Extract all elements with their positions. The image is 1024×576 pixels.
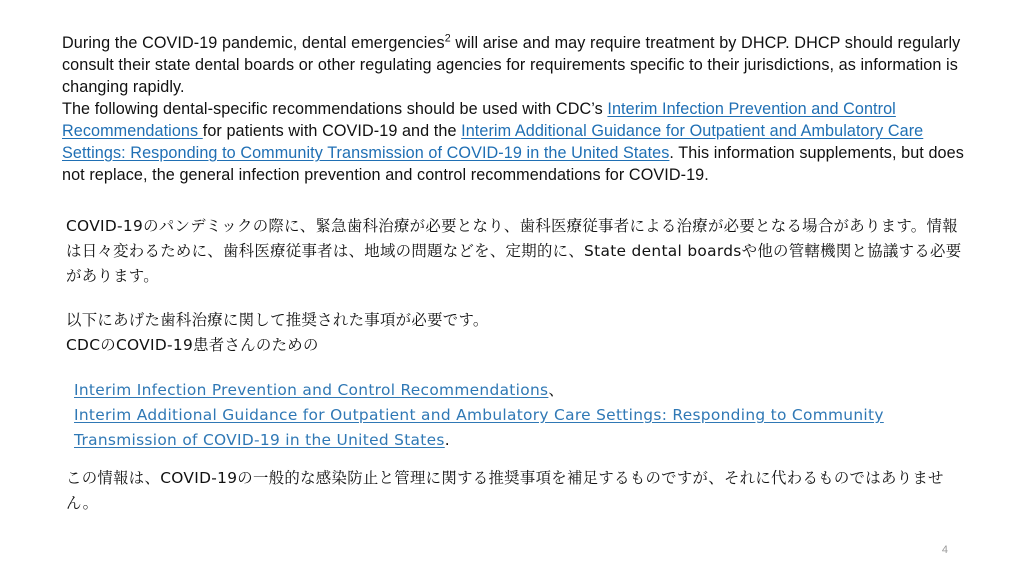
english-text-block bbox=[62, 32, 982, 186]
english-paragraph-1 bbox=[62, 32, 982, 98]
footnote-marker: 2 bbox=[444, 32, 451, 45]
japanese-link-1-suffix: 、 bbox=[548, 381, 565, 399]
japanese-links-block bbox=[66, 378, 966, 453]
japanese-link-2-suffix: . bbox=[444, 430, 450, 449]
japanese-paragraph-2-line-2: CDCのCOVID-19患者さんのための bbox=[66, 335, 319, 354]
japanese-paragraph-1: COVID-19のパンデミックの際に、緊急歯科治療が必要となり、歯科医療従事者による治療が必要となる場合があります。情報は日々変わるために、歯科医療従事者は、地域の問題などを、定期的に、State dental boardsや他の管轄機関と協議する必要があります。 bbox=[66, 217, 962, 285]
english-paragraph-1-part2: will arise and may require treatment by DHCP. DHCP should regularly consult their state dental boards or other regulating agencies for requirements specific to their jurisdictions, as information is changing rapidly. bbox=[62, 34, 961, 97]
japanese-paragraph-2-block bbox=[66, 308, 966, 358]
japanese-link-line-1 bbox=[66, 378, 966, 403]
english-paragraph-1-part1: During the COVID-19 pandemic, dental emergencies bbox=[62, 34, 445, 52]
english-paragraph-2-part3: . This information supplements, but does not replace, the general infection prevention and control recommendations for COVID-19. bbox=[62, 144, 964, 185]
page-number: 4 bbox=[941, 544, 948, 556]
link-interim-additional-guidance-outpatient[interactable]: Interim Additional Guidance for Outpatient and Ambulatory Care Settings: Responding to Community Transmission of COVID-19 in the United States bbox=[62, 122, 924, 163]
link-interim-infection-prevention-recommendations-jp[interactable]: Interim Infection Prevention and Control Recommendations bbox=[74, 381, 549, 399]
link-interim-infection-prevention-recommendations[interactable]: Interim Infection Prevention and Control Recommendations bbox=[62, 100, 896, 141]
english-paragraph-2-part2: for patients with COVID-19 and the bbox=[202, 122, 462, 141]
japanese-paragraph-1-block bbox=[66, 214, 966, 289]
english-paragraph-2 bbox=[62, 98, 982, 186]
link-interim-additional-guidance-outpatient-jp[interactable]: Interim Additional Guidance for Outpatient and Ambulatory Care Settings: Responding to Community Transmission of COVID-19 in the United States bbox=[74, 405, 884, 449]
japanese-link-line-2 bbox=[66, 403, 966, 453]
japanese-paragraph-2-line-1: 以下にあげた歯科治療に関して推奨された事項が必要です。 bbox=[66, 311, 489, 329]
english-paragraph-2-part1: The following dental-specific recommendations should be used with CDC’s bbox=[62, 100, 608, 119]
japanese-paragraph-3-block bbox=[66, 466, 966, 516]
japanese-paragraph-3: この情報は、COVID-19の一般的な感染防止と管理に関する推奨事項を補足するものですが、それに代わるものではありません。 bbox=[66, 469, 944, 512]
